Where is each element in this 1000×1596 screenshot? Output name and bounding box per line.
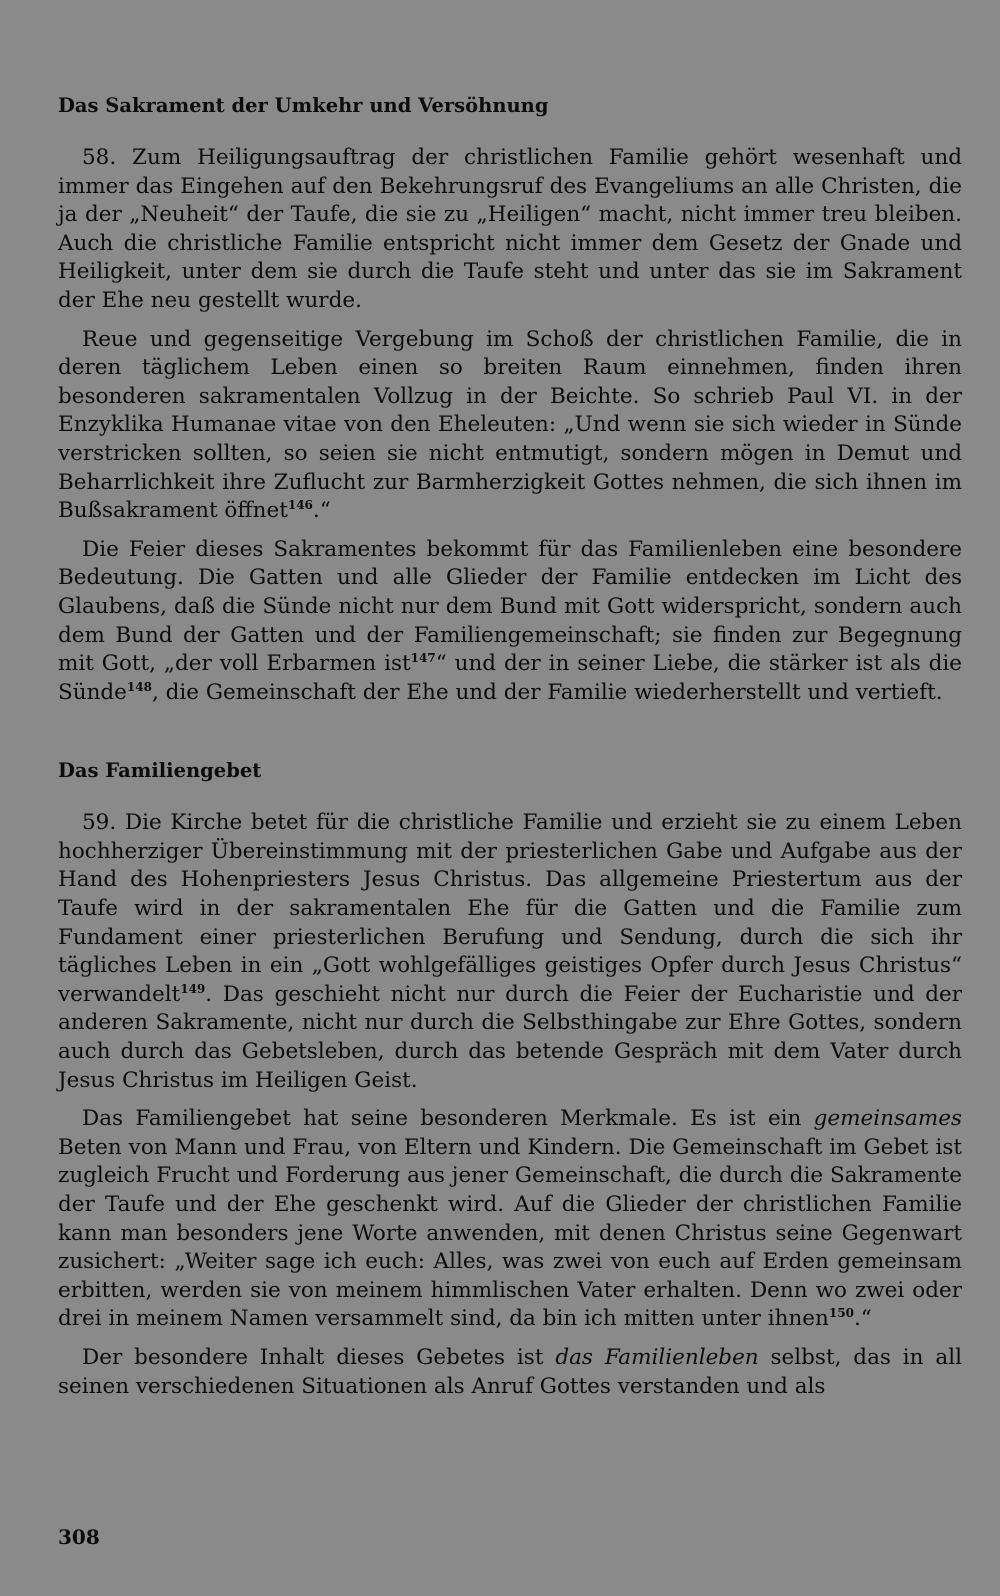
footnote-ref-150[interactable]: 150 (828, 1306, 854, 1321)
emphasis-text: das Familienleben (555, 1344, 759, 1370)
footnote-ref-147[interactable]: 147 (410, 650, 436, 665)
paragraph-text: , die Gemeinschaft der Ehe und der Familie wiederherstellt und vertieft. (151, 679, 943, 705)
paragraph-tail: .“ (312, 498, 331, 524)
paragraph-tail: .“ (853, 1306, 872, 1332)
footnote-ref-148[interactable]: 148 (126, 679, 152, 694)
paragraph-repentance (58, 326, 962, 526)
paragraph-family-prayer-features (58, 1105, 962, 1334)
paragraph-celebration (58, 536, 962, 708)
paragraph-text: Die Feier dieses Sakramentes bekommt für das Familienleben eine besondere Bedeutung. Die Gatten und alle Glieder der Familie entdecken im Licht des Glaubens, daß die Sünde nicht nur dem Bund mit Gott widerspricht, sondern auch dem Bund der Gatten und der Familiengemeinschaft; sie finden zur Begegnung mit Gott, „der voll Erbarmen ist (58, 536, 962, 677)
paragraph-text: Der besondere Inhalt dieses Gebetes ist (82, 1344, 556, 1370)
page-body (58, 92, 962, 1401)
paragraph-text: 59. Die Kirche betet für die christliche Familie und erzieht sie zu einem Leben hochherziger Übereinstimmung mit der priesterlichen Gabe und Aufgabe aus der Hand des Hohenpriesters Jesus Christus. Das allgemeine Priestertum aus der Taufe wird in der sakramentalen Ehe für die Gatten und die Familie zum Fundament einer priesterlichen Berufung und Sendung, durch die sich ihr tägliches Leben in ein „Gott wohlgefälliges geistiges Opfer durch Jesus Christus“ verwandelt (58, 810, 962, 1007)
section-heading-family-prayer: Das Familiengebet (58, 759, 262, 783)
footnote-ref-146[interactable]: 146 (287, 497, 313, 512)
paragraph-text: . Das geschieht nicht nur durch die Feier der Eucharistie und der anderen Sakramente, nicht nur durch die Selbsthingabe zur Ehre Gottes, sondern auch durch das Gebetsleben, durch das betende Gespräch mit dem Vater durch Jesus Christus im Heiligen Geist. (58, 981, 962, 1093)
paragraph-prayer-content (58, 1344, 962, 1401)
paragraph-text: Reue und gegenseitige Vergebung im Schoß der christlichen Familie, die in deren täglichem Leben einen so breiten Raum einnehmen, finden ihren besonderen sakramentalen Vollzug in der Beichte. So schrieb Paul VI. in der Enzyklika Humanae vitae von den Eheleuten: „Und wenn sie sich wieder in Sünde verstricken sollten, so seien sie nicht entmutigt, sondern mögen in Demut und Beharrlichkeit ihre Zuflucht zur Barmherzigkeit Gottes nehmen, die sich ihnen im Bußsakrament öffnet (58, 326, 962, 524)
paragraph-58: 58. Zum Heiligungsauftrag der christlichen Familie gehört wesenhaft und immer das Eingehen auf den Bekehrungsruf des Evangeliums an alle Christen, die ja der „Neuheit“ der Taufe, die sie zu „Heiligen“ macht, nicht immer treu bleiben. Auch die christliche Familie entspricht nicht immer dem Gesetz der Gnade und Heiligkeit, unter dem sie durch die Taufe steht und unter das sie im Sakrament der Ehe neu gestellt wurde. (58, 145, 962, 313)
paragraph-text: Beten von Mann und Frau, von Eltern und Kindern. Die Gemeinschaft im Gebet ist zugleich Frucht und Forderung aus jener Gemeinschaft, die durch die Sakramente der Taufe und der Ehe geschenkt wird. Auf die Glieder der christlichen Familie kann man besonders jene Worte anwenden, mit denen Christus seine Gegenwart zusichert: „Weiter sage ich euch: Alles, was zwei von euch auf Erden gemeinsam erbitten, werden sie von meinem himmlischen Vater erhalten. Denn wo zwei oder drei in meinem Namen versammelt sind, da bin ich mitten unter ihnen (58, 1134, 962, 1332)
section-heading-sacrament: Das Sakrament der Umkehr und Versöhnung (58, 94, 549, 117)
emphasis-text: gemeinsames (813, 1106, 962, 1132)
paragraph-text: Das Familiengebet hat seine besonderen Merkmale. Es ist ein (82, 1106, 814, 1132)
footnote-ref-149[interactable]: 149 (180, 981, 206, 996)
paragraph-text: selbst, das in all seinen verschiedenen Situationen als Anruf Gottes verstanden und als (58, 1344, 962, 1399)
paragraph-59 (58, 809, 962, 1095)
page-number: 308 (58, 1525, 100, 1549)
paragraph-text: “ und der in seiner Liebe, die stärker ist als die Sünde (58, 651, 962, 705)
